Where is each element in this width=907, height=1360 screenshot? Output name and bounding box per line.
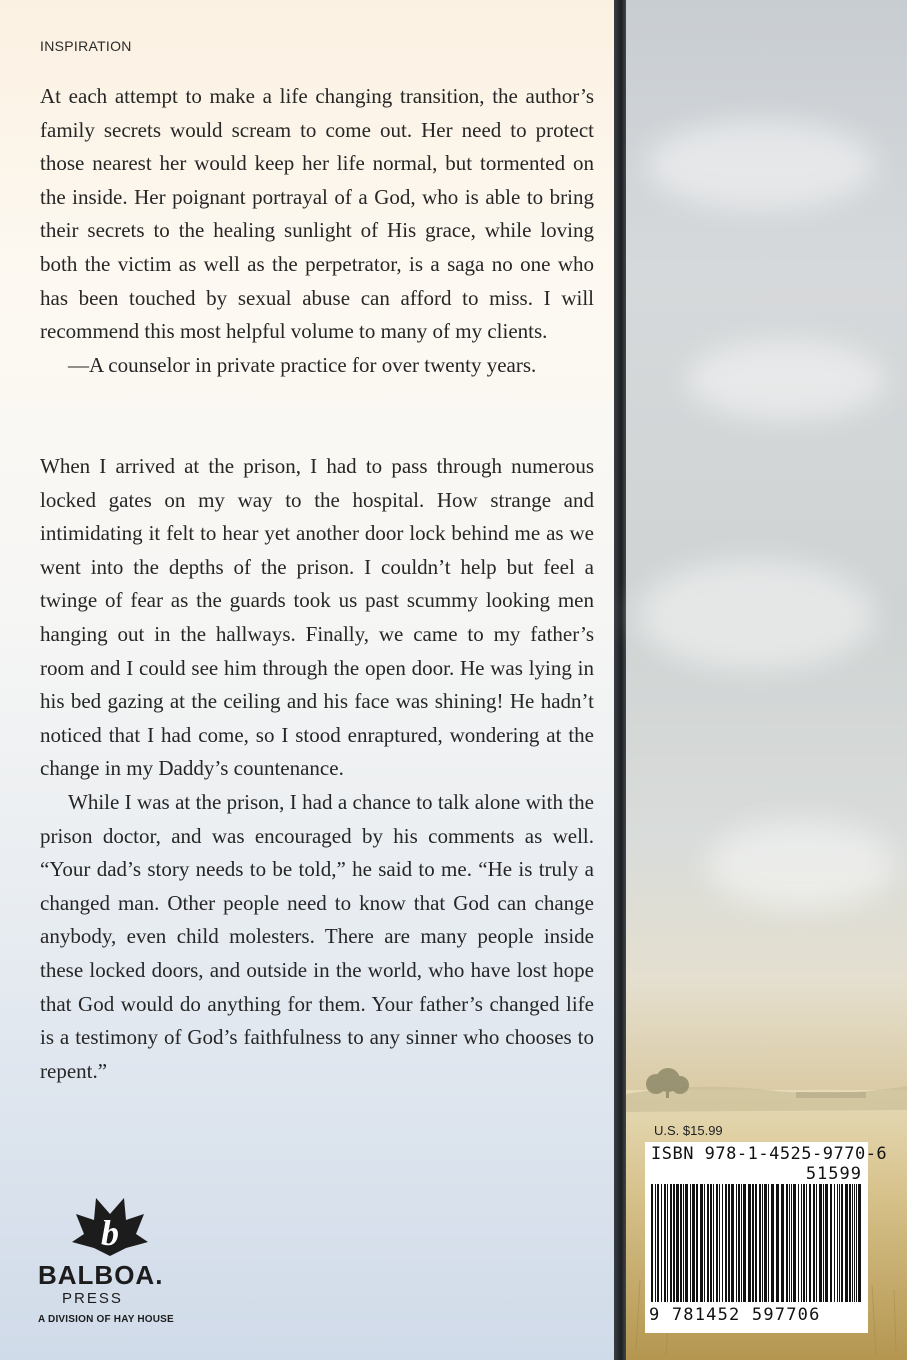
- ean-digits: 9 781452 597706: [649, 1305, 821, 1325]
- review-text: At each attempt to make a life changing transition, the author’s family secrets would scream to come out. Her need to protect those nearest her would keep her life normal, but tormented on the inside. Her poignant portrayal of a God, who is able to bring their secrets to the healing sunlight of His grace, while loving both the victim as well as the perpetrator, is a saga no one who has been touched by sexual abuse can afford to miss. I will recommend this most helpful volume to many of my clients.: [40, 84, 594, 344]
- publisher-sub: PRESS: [62, 1290, 123, 1307]
- category-label: INSPIRATION: [40, 38, 132, 54]
- excerpt-paragraph-2: While I was at the prison, I had a chance to talk alone with the prison doctor, and was encouraged by his comments as well. “Your dad’s story needs to be told,” he said to me. “He is truly a changed man. Other people need to know that God can change anybody, even child molesters. There are many people inside these locked doors, and outside in the world, who have lost hope that God would do anything for them. Your father’s changed life is a testimony of God’s faithfulness to any sinner who chooses to repent.”: [40, 789, 594, 1083]
- review-attribution: —A counselor in private practice for over twenty years.: [68, 352, 537, 377]
- isbn-number: ISBN 978-1-4525-9770-6: [651, 1144, 888, 1164]
- barcode: [645, 1142, 888, 1333]
- publisher-division: A DIVISION OF HAY HOUSE: [38, 1314, 174, 1325]
- price-code: 51599: [805, 1164, 862, 1184]
- excerpt-paragraph-1: When I arrived at the prison, I had to pass through numerous locked gates on my way to the hospital. How strange and intimidating it felt to hear yet another door lock behind me as we went into the depths of the prison. I couldn’t help but feel a twinge of fear as the guards took us past scummy looking men hanging out in the hallways. Finally, we came to my father’s room and I could see him through the open door. He was lying in his bed gazing at the ceiling and his face was shining! He hadn’t noticed that I had come, so I stood enraptured, wondering at the change in my Daddy’s countenance.: [40, 454, 594, 781]
- barcode-bars: [651, 1184, 862, 1304]
- spine-divider: [614, 0, 626, 1360]
- price-label: U.S. $15.99: [654, 1123, 723, 1138]
- publisher-name: BALBOA.: [38, 1260, 164, 1290]
- lotus-icon: [36, 1190, 186, 1270]
- review-blurb: [40, 80, 594, 382]
- book-excerpt: [40, 450, 594, 1088]
- logo-letter: b: [101, 1213, 119, 1253]
